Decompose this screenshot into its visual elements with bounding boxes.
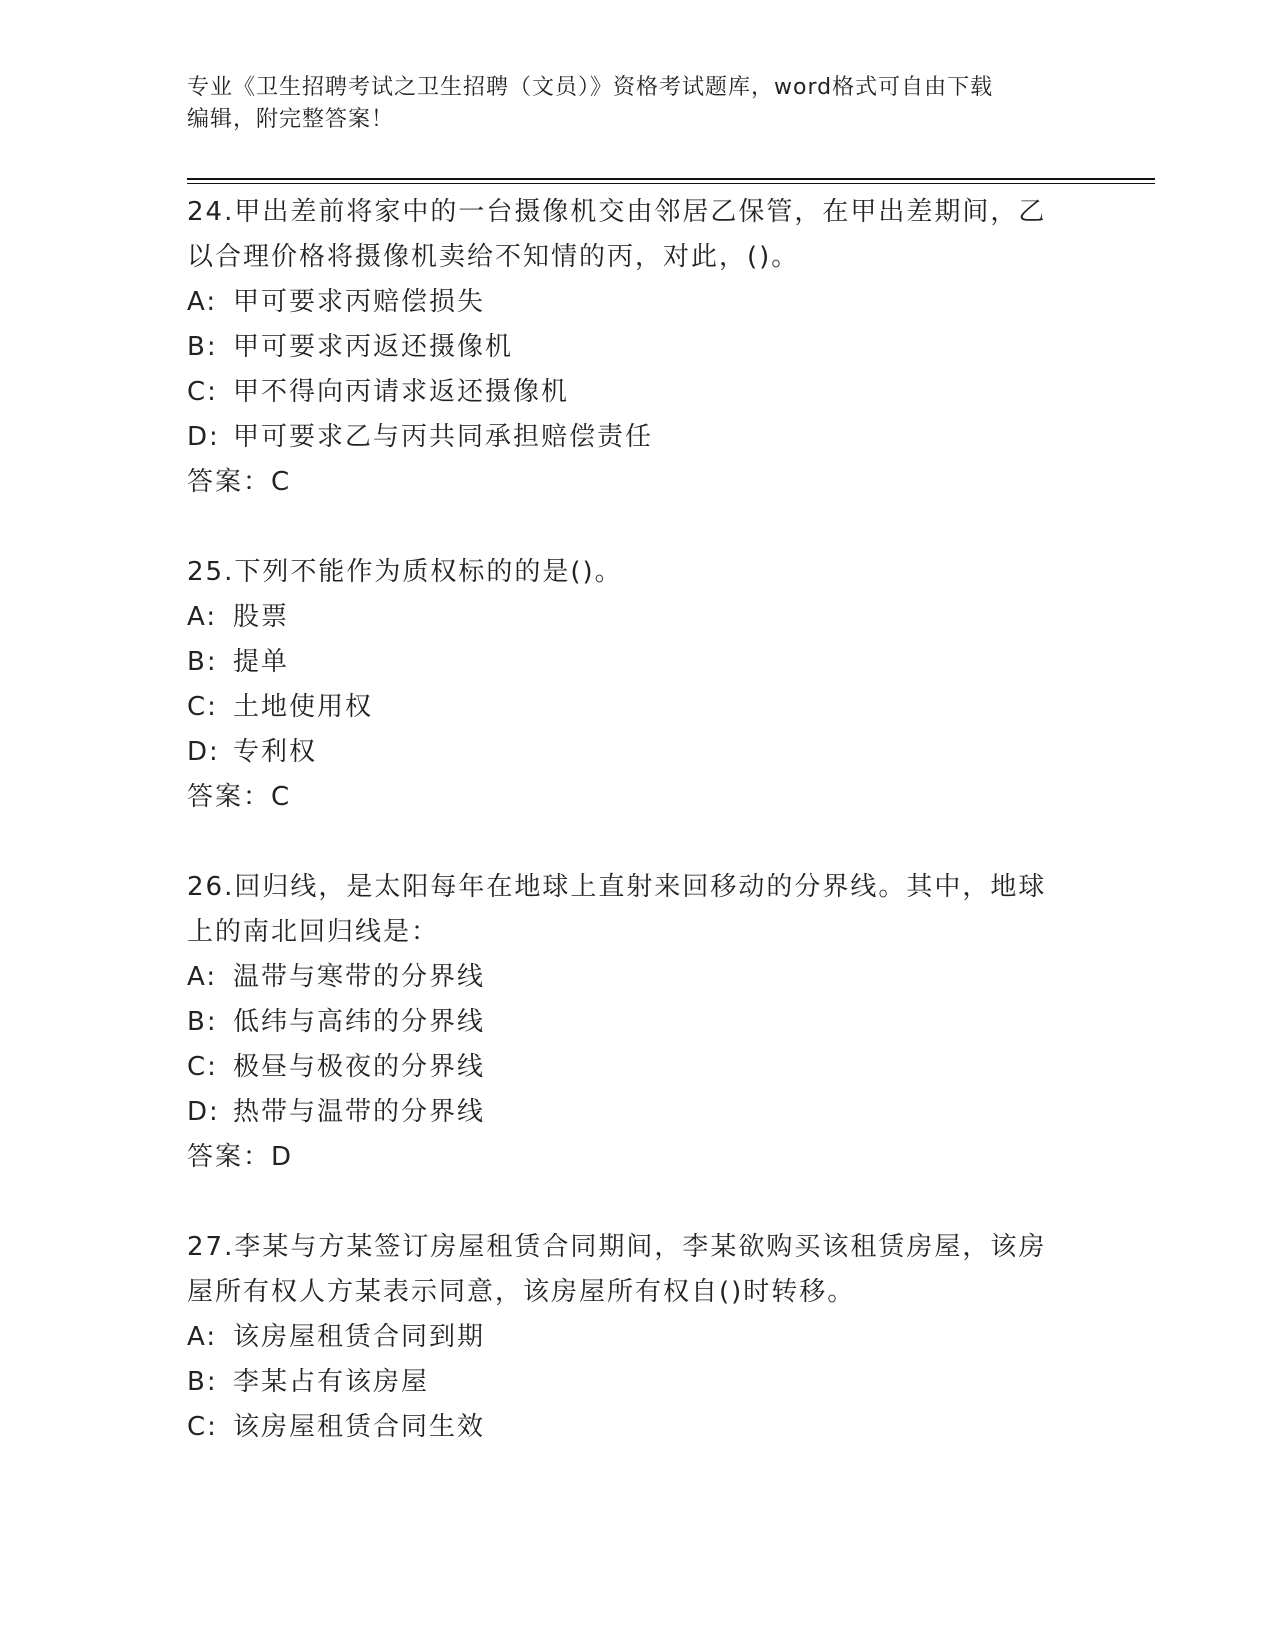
option-letter: A: — [187, 962, 218, 992]
option-text: 提单 — [233, 647, 290, 677]
option-text: 甲不得向丙请求返还摄像机 — [233, 377, 570, 407]
question-stem-line: 27.李某与方某签订房屋租赁合同期间，李某欲购买该租赁房屋，该房 — [187, 1232, 1047, 1262]
document-header — [187, 72, 1087, 136]
option-text: 低纬与高纬的分界线 — [233, 1007, 486, 1037]
question-26 — [187, 865, 1087, 1180]
option-text: 甲可要求丙返还摄像机 — [233, 332, 514, 362]
question-stem-line: 以合理价格将摄像机卖给不知情的丙，对此，()。 — [187, 242, 800, 272]
option-a — [187, 595, 1087, 640]
question-27 — [187, 1225, 1087, 1450]
option-text: 热带与温带的分界线 — [233, 1097, 486, 1127]
option-text: 该房屋租赁合同生效 — [233, 1412, 486, 1442]
option-text: 土地使用权 — [233, 692, 374, 722]
answer-line: 答案：C — [187, 467, 292, 497]
header-divider-thin — [187, 183, 1155, 184]
header-line-2: 编辑，附完整答案！ — [187, 107, 395, 132]
option-b — [187, 640, 1087, 685]
option-text: 甲可要求丙赔偿损失 — [233, 287, 486, 317]
option-letter: C: — [187, 1052, 218, 1082]
option-letter: B: — [187, 332, 218, 362]
option-b — [187, 1000, 1087, 1045]
option-a — [187, 955, 1087, 1000]
option-letter: B: — [187, 647, 218, 677]
option-text: 温带与寒带的分界线 — [233, 962, 486, 992]
option-letter: C: — [187, 377, 218, 407]
question-spacer — [187, 505, 1087, 550]
option-b — [187, 1360, 1087, 1405]
question-stem-line: 24.甲出差前将家中的一台摄像机交由邻居乙保管，在甲出差期间，乙 — [187, 197, 1047, 227]
option-letter: C: — [187, 692, 218, 722]
answer-line: 答案：C — [187, 782, 292, 812]
option-letter: A: — [187, 1322, 218, 1352]
option-letter: D: — [187, 422, 220, 452]
question-spacer — [187, 1180, 1087, 1225]
option-letter: A: — [187, 287, 218, 317]
question-list — [187, 190, 1087, 1450]
option-letter: B: — [187, 1367, 218, 1397]
option-text: 专利权 — [233, 737, 318, 767]
option-d — [187, 1090, 1087, 1135]
option-a — [187, 1315, 1087, 1360]
question-stem-line: 25.下列不能作为质权标的的是()。 — [187, 557, 623, 587]
option-text: 李某占有该房屋 — [233, 1367, 430, 1397]
option-d — [187, 730, 1087, 775]
option-letter: A: — [187, 602, 218, 632]
question-24 — [187, 190, 1087, 505]
answer-line: 答案：D — [187, 1142, 294, 1172]
option-b — [187, 325, 1087, 370]
header-line-1: 专业《卫生招聘考试之卫生招聘（文员）》资格考试题库，word格式可自由下载 — [187, 75, 994, 100]
question-stem-line: 上的南北回归线是： — [187, 917, 440, 947]
option-c — [187, 1405, 1087, 1450]
question-25 — [187, 550, 1087, 820]
header-divider-thick — [187, 178, 1155, 180]
option-c — [187, 685, 1087, 730]
option-letter: D: — [187, 1097, 220, 1127]
question-spacer — [187, 820, 1087, 865]
option-d — [187, 415, 1087, 460]
option-text: 甲可要求乙与丙共同承担赔偿责任 — [233, 422, 654, 452]
option-letter: C: — [187, 1412, 218, 1442]
option-c — [187, 1045, 1087, 1090]
option-a — [187, 280, 1087, 325]
option-text: 该房屋租赁合同到期 — [233, 1322, 486, 1352]
option-text: 极昼与极夜的分界线 — [233, 1052, 486, 1082]
option-letter: B: — [187, 1007, 218, 1037]
option-text: 股票 — [233, 602, 290, 632]
option-c — [187, 370, 1087, 415]
question-stem-line: 26.回归线，是太阳每年在地球上直射来回移动的分界线。其中，地球 — [187, 872, 1047, 902]
question-stem-line: 屋所有权人方某表示同意，该房屋所有权自()时转移。 — [187, 1277, 856, 1307]
option-letter: D: — [187, 737, 220, 767]
